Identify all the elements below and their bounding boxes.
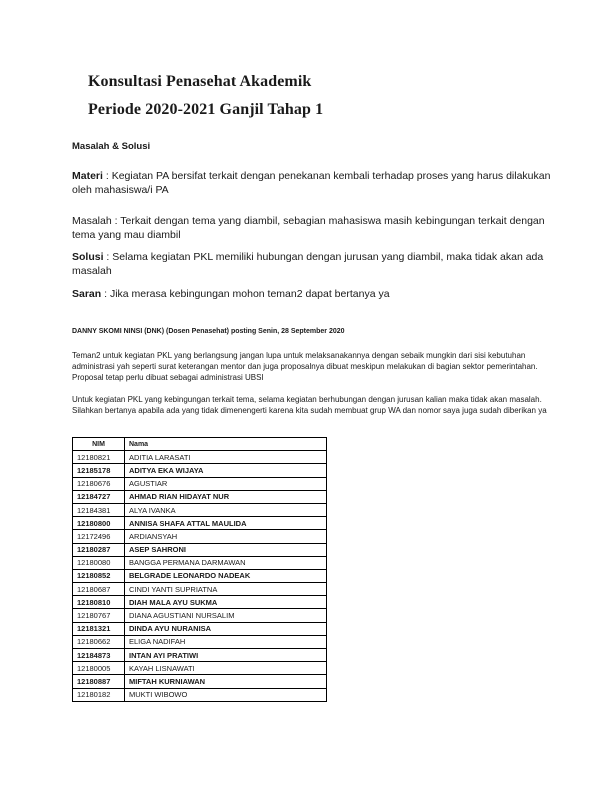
nim-cell: 12180800 (73, 517, 125, 530)
nama-cell: KAYAH LISNAWATI (125, 662, 327, 675)
table-row (73, 503, 327, 516)
table-row (73, 556, 327, 569)
table-header-row (73, 438, 327, 451)
nim-cell: 12180662 (73, 635, 125, 648)
saran-paragraph (72, 287, 552, 301)
table-row (73, 622, 327, 635)
table-row (73, 662, 327, 675)
table-row (73, 583, 327, 596)
materi-paragraph (72, 169, 552, 197)
student-table (72, 437, 327, 702)
nim-cell: 12180182 (73, 688, 125, 701)
nama-cell: ANNISA SHAFA ATTAL MAULIDA (125, 517, 327, 530)
nim-cell: 12180810 (73, 596, 125, 609)
post-paragraph-2: Untuk kegiatan PKL yang kebingungan terkait tema, selama kegiatan berhubungan dengan jurusan kalian maka tidak akan masalah. Silahkan bertanya apabila ada yang tidak dimenengerti karena kita sudah membuat grup WA dan nomor saya juga sudah diberikan ya (72, 395, 547, 415)
nama-cell: AGUSTIAR (125, 477, 327, 490)
nama-cell: DINDA AYU NURANISA (125, 622, 327, 635)
column-header-nama: Nama (125, 438, 327, 451)
nim-cell: 12180005 (73, 662, 125, 675)
nim-cell: 12180767 (73, 609, 125, 622)
nama-cell: DIAH MALA AYU SUKMA (125, 596, 327, 609)
nama-cell: MUKTI WIBOWO (125, 688, 327, 701)
table-row (73, 675, 327, 688)
nama-cell: BANGGA PERMANA DARMAWAN (125, 556, 327, 569)
document-subtitle: Periode 2020-2021 Ganjil Tahap 1 (88, 101, 324, 118)
nama-cell: ELIGA NADIFAH (125, 635, 327, 648)
masalah-label: Masalah (72, 215, 112, 227)
table-row (73, 530, 327, 543)
nama-cell: CINDI YANTI SUPRIATNA (125, 583, 327, 596)
table-row (73, 464, 327, 477)
nim-cell: 12180080 (73, 556, 125, 569)
table-row (73, 609, 327, 622)
materi-label: Materi (72, 170, 103, 182)
nim-cell: 12181321 (73, 622, 125, 635)
post-paragraph-1: Teman2 untuk kegiatan PKL yang berlangsung jangan lupa untuk melaksanakannya dengan sebaik mungkin dari sisi kebutuhan administrasi yah seperti surat keterangan mentor dan juga proposalnya dibuat meskipun melakukan di bagian sektor pemerintahan. Proposal tetap perlu dibuat sebagai administrasi UBSI (72, 351, 538, 382)
nim-cell: 12180887 (73, 675, 125, 688)
masalah-text: : Terkait dengan tema yang diambil, sebagian mahasiswa masih kebingungan terkait dengan tema yang mau diambil (72, 215, 545, 241)
nama-cell: AHMAD RIAN HIDAYAT NUR (125, 490, 327, 503)
column-header-nim: NIM (73, 438, 125, 451)
nama-cell: ALYA IVANKA (125, 503, 327, 516)
nama-cell: ADITYA EKA WIJAYA (125, 464, 327, 477)
table-row (73, 451, 327, 464)
table-row (73, 543, 327, 556)
saran-text: : Jika merasa kebingungan mohon teman2 dapat bertanya ya (101, 288, 390, 300)
table-row (73, 477, 327, 490)
document-title: Konsultasi Penasehat Akademik (88, 73, 312, 90)
nim-cell: 12185178 (73, 464, 125, 477)
table-row (73, 490, 327, 503)
table-row (73, 649, 327, 662)
nim-cell: 12184381 (73, 503, 125, 516)
table-row (73, 569, 327, 582)
nama-cell: DIANA AGUSTIANI NURSALIM (125, 609, 327, 622)
table-row (73, 517, 327, 530)
nim-cell: 12180821 (73, 451, 125, 464)
nim-cell: 12172496 (73, 530, 125, 543)
nim-cell: 12184873 (73, 649, 125, 662)
solusi-text: : Selama kegiatan PKL memiliki hubungan dengan jurusan yang diambil, maka tidak akan ada masalah (72, 251, 544, 277)
masalah-paragraph (72, 214, 552, 242)
nim-cell: 12180287 (73, 543, 125, 556)
table-body (73, 451, 327, 702)
nim-cell: 12180687 (73, 583, 125, 596)
saran-label: Saran (72, 288, 102, 300)
solusi-paragraph (72, 250, 552, 278)
nama-cell: BELGRADE LEONARDO NADEAK (125, 569, 327, 582)
nama-cell: ARDIANSYAH (125, 530, 327, 543)
nim-cell: 12180852 (73, 569, 125, 582)
nim-cell: 12184727 (73, 490, 125, 503)
solusi-label: Solusi (72, 251, 104, 263)
nim-cell: 12180676 (73, 477, 125, 490)
nama-cell: ADITIA LARASATI (125, 451, 327, 464)
table-row (73, 635, 327, 648)
table-row (73, 688, 327, 701)
nama-cell: MIFTAH KURNIAWAN (125, 675, 327, 688)
nama-cell: INTAN AYI PRATIWI (125, 649, 327, 662)
materi-text: : Kegiatan PA bersifat terkait dengan penekanan kembali terhadap proses yang harus dilakukan oleh mahasiswa/i PA (72, 170, 551, 196)
section-title: Masalah & Solusi (72, 141, 151, 152)
post-header: DANNY SKOMI NINSI (DNK) (Dosen Penasehat) posting Senin, 28 September 2020 (72, 328, 345, 335)
table-row (73, 596, 327, 609)
nama-cell: ASEP SAHRONI (125, 543, 327, 556)
